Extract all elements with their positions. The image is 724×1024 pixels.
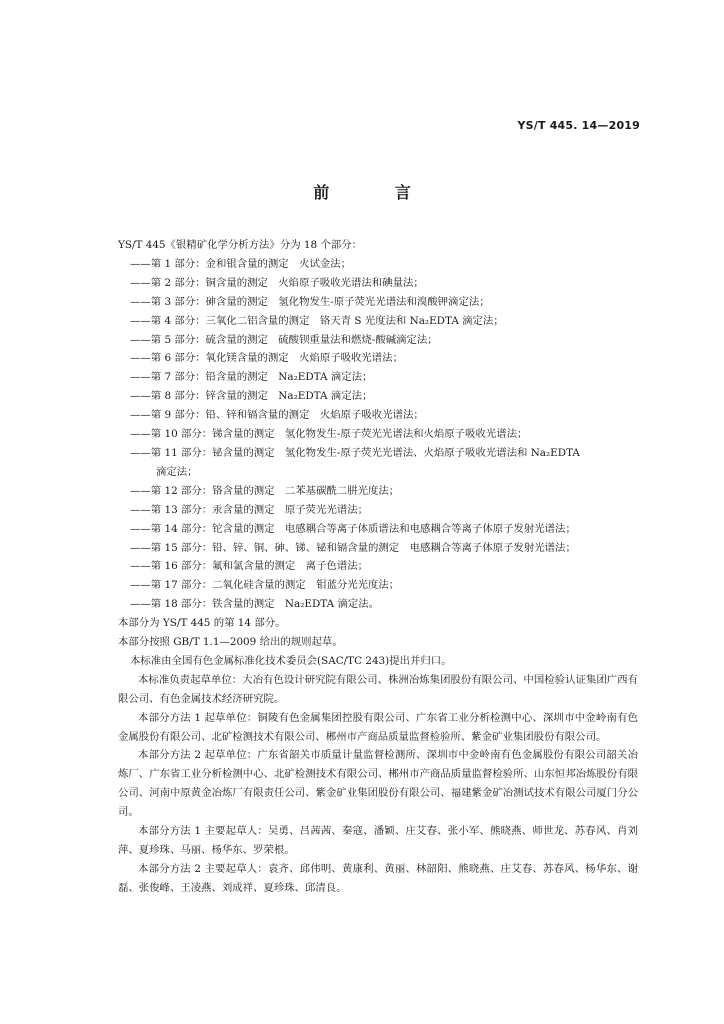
part-text: 第 11 部分：铋含量的测定 氢化物发生-原子荧光光谱法、火焰原子吸收光谱法和 Na₂EDTA [150, 446, 580, 459]
statement-drafting-rules: 本部分按照 GB/T 1.1—2009 给出的规则起草。 [118, 636, 343, 649]
part-item-9 [118, 406, 638, 425]
part-item-6 [118, 349, 638, 368]
em-dash: —— [130, 371, 151, 384]
part-text: 第 9 部分：铅、锌和镉含量的测定 火焰原子吸收光谱法； [150, 409, 424, 422]
part-text: 第 7 部分：铅含量的测定 Na₂EDTA 滴定法； [150, 371, 373, 384]
em-dash: —— [130, 598, 151, 611]
part-item-8 [118, 387, 638, 406]
paragraph-method2-drafters [118, 860, 638, 898]
intro-line: YS/T 445《银精矿化学分析方法》分为 18 个部分： [118, 239, 363, 251]
part-item-16 [118, 557, 638, 576]
em-dash: —— [130, 560, 151, 573]
paragraph-method2-units [118, 746, 638, 822]
part-item-18 [118, 595, 638, 614]
em-dash: —— [130, 503, 151, 516]
em-dash: —— [130, 541, 151, 554]
part-text: 第 18 部分：铁含量的测定 Na₂EDTA 滴定法。 [150, 598, 380, 611]
part-item-15 [118, 539, 638, 558]
em-dash: —— [130, 484, 151, 497]
part-item-7 [118, 368, 638, 387]
part-text: 第 1 部分：金和银含量的测定 火试金法； [150, 257, 352, 270]
part-item-11 [118, 444, 638, 463]
em-dash: —— [130, 428, 151, 441]
part-text: 第 10 部分：锑含量的测定 氢化物发生-原子荧光光谱法和火焰原子吸收光谱法； [150, 428, 528, 441]
statement-part-number: 本部分为 YS/T 445 的第 14 部分。 [118, 617, 286, 630]
paragraph-text: 本部分方法 2 起草单位：广东省韶关市质量计量监督检测所、深圳市中金岭南有色金属股份有限公司韶关冶炼厂、广东省工业分析检测中心、北矿检测技术有限公司、郴州市产商品质量监督检验所、山东恒邦冶炼股份有限公司、河南中原黄金冶炼厂有限责任公司、紫金矿业集团股份有限公司、福建紫金矿冶测试技术有限公司厦门分公司。 [118, 749, 638, 819]
part-text: 第 12 部分：铬含量的测定 二苯基碳酰二肼光度法； [150, 484, 400, 497]
em-dash: —— [130, 579, 151, 592]
page-title: 前 言 [313, 183, 441, 202]
paragraph-text: 本标准负责起草单位：大冶有色设计研究院有限公司、株洲冶炼集团股份有限公司、中国检验认证集团广西有限公司、有色金属技术经济研究院。 [118, 673, 638, 705]
part-text: 第 5 部分：硫含量的测定 硫酸钡重量法和燃烧-酸碱滴定法； [150, 333, 438, 346]
standard-number: YS/T 445. 14—2019 [517, 119, 640, 132]
part-item-3 [118, 293, 638, 312]
part-item-11-continuation: 滴定法； [156, 465, 198, 478]
em-dash: —— [130, 276, 151, 289]
part-text: 第 4 部分：三氧化二铝含量的测定 铬天青 S 光度法和 Na₂EDTA 滴定法； [150, 314, 504, 327]
em-dash: —— [130, 446, 151, 459]
em-dash: —— [130, 352, 151, 365]
part-item-17 [118, 576, 638, 595]
part-item-10 [118, 425, 638, 444]
part-text: 第 15 部分：铅、锌、铜、砷、锑、铋和镉含量的测定 电感耦合等离子体原子发射光谱法； [150, 541, 576, 554]
paragraph-responsible-units [118, 671, 638, 709]
em-dash: —— [130, 295, 151, 308]
part-item-14 [118, 520, 638, 539]
paragraph-text: 本部分方法 2 主要起草人：袁齐、邱伟明、黄康利、黄丽、林韶阳、熊晓燕、庄艾春、苏春风、杨华东、谢磊、张俊峰、王凌燕、刘成祥、夏珍珠、邱清良。 [118, 862, 638, 894]
paragraph-text: 本部分方法 1 起草单位：铜陵有色金属集团控股有限公司、广东省工业分析检测中心、深圳市中金岭南有色金属股份有限公司、北矿检测技术有限公司、郴州市产商品质量监督检验所、紫金矿业集团股份有限公司。 [118, 711, 638, 743]
part-item-13 [118, 501, 638, 520]
part-item-5 [118, 331, 638, 350]
part-item-4 [118, 312, 638, 331]
part-text: 第 16 部分：氟和氯含量的测定 离子色谱法； [150, 560, 369, 573]
part-text: 第 17 部分：二氧化硅含量的测定 钼蓝分光光度法； [150, 579, 400, 592]
em-dash: —— [130, 390, 151, 403]
em-dash: —— [130, 257, 151, 270]
em-dash: —— [130, 333, 151, 346]
em-dash: —— [130, 314, 151, 327]
part-text: 第 14 部分：铊含量的测定 电感耦合等离子体质谱法和电感耦合等离子体原子发射光谱法； [150, 522, 576, 535]
paragraph-text: 本部分方法 1 主要起草人：吴勇、吕茜茜、秦寇、潘颖、庄艾春、张小军、熊晓燕、师世龙、苏春风、肖刘萍、夏珍珠、马丽、杨华东、罗荣根。 [118, 825, 638, 856]
part-text: 第 3 部分：砷含量的测定 氢化物发生-原子荧光光谱法和溴酸钾滴定法； [150, 295, 490, 308]
part-item-12 [118, 482, 638, 501]
part-item-2 [118, 274, 638, 293]
em-dash: —— [130, 522, 151, 535]
part-text: 第 13 部分：汞含量的测定 原子荧光光谱法； [150, 503, 369, 516]
part-text: 第 6 部分：氧化镁含量的测定 火焰原子吸收光谱法； [150, 352, 403, 365]
paragraph-method1-drafters [118, 822, 638, 860]
part-text: 第 2 部分：铜含量的测定 火焰原子吸收光谱法和碘量法； [150, 276, 424, 289]
part-item-1 [118, 255, 638, 274]
em-dash: —— [130, 409, 151, 422]
document-body [118, 236, 638, 898]
statement-committee: 本标准由全国有色金属标准化技术委员会(SAC/TC 243)提出并归口。 [130, 654, 452, 667]
paragraph-method1-units [118, 709, 638, 747]
part-text: 第 8 部分：锌含量的测定 Na₂EDTA 滴定法； [150, 390, 373, 403]
